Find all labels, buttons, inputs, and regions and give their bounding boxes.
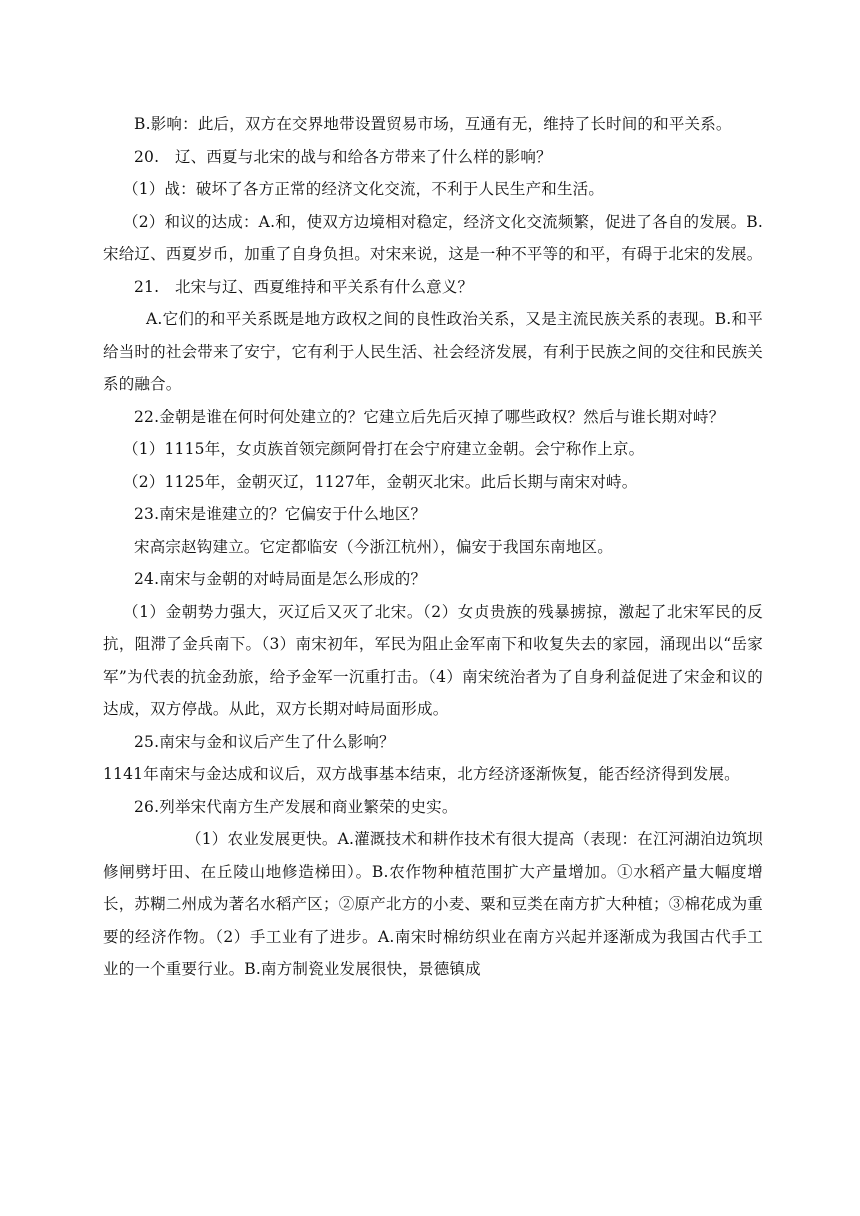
question-21: 21. 北宋与辽、西夏维持和平关系有什么意义？ bbox=[134, 277, 474, 296]
question-22: 22.金朝是谁在何时何处建立的？它建立后先后灭掉了哪些政权？然后与谁长期对峙？ bbox=[134, 407, 725, 426]
answer-23: 宋高宗赵钩建立。它定都临安（今浙江杭州），偏安于我国东南地区。 bbox=[134, 537, 613, 556]
answer-24: （1）金朝势力强大，灭辽后又灭了北宋。（2）女贞贵族的残暴掳掠，激起了北宋军民的反抗，阻滞了金兵南下。（3）南宋初年，军民为阻止金军南下和收复失去的家园，涌现出以“岳家军”为代表的抗金劲旅，给予金军一沉重打击。（4）南宋统治者为了自身利益促进了宋金和议的达成，双方停战。从此，双方长期对峙局面形成。 bbox=[103, 602, 763, 718]
question-25: 25.南宋与金和议后产生了什么影响？ bbox=[134, 732, 395, 751]
answer-26: （1）农业发展更快。A.灌溉技术和耕作技术有很大提高（表现：在江河湖泊边筑坝修闸劈圩田、在丘陵山地修造梯田）。B.农作物种植范围扩大产量增加。①水稻产量大幅度增长，苏糊二州成为著名水稻产区；②原产北方的小麦、粟和豆类在南方扩大种植；③棉花成为重要的经济作物。（2）手工业有了进步。A.南宋时棉纺织业在南方兴起并逐渐成为我国古代手工业的一个重要行业。B.南方制瓷业发展很快，景德镇成 bbox=[103, 830, 763, 978]
question-23: 23.南宋是谁建立的？它偏安于什么地区？ bbox=[134, 505, 427, 523]
answer-21: A.它们的和平关系既是地方政权之间的良性政治关系，又是主流民族关系的表现。B.和平给当时的社会带来了安宁，它有利于人民生活、社会经济发展，有利于民族之间的交往和民族关系的融合。 bbox=[103, 310, 763, 393]
answer-22-1: （1）1115年，女贞族首领完颜阿骨打在会宁府建立金朝。会宁称作上京。 bbox=[123, 440, 645, 458]
answer-20-peace: （2）和议的达成：A.和，使双方边境相对稳定，经济文化交流频繁，促进了各自的发展。B.宋给辽、西夏岁币，加重了自身负担。对宋来说，这是一种不平等的和平，有碍于北宋的发展。 bbox=[103, 212, 763, 263]
answer-22-2: （2）1125年，金朝灭辽，1127年，金朝灭北宋。此后长期与南宋对峙。 bbox=[123, 472, 638, 491]
document-page bbox=[103, 108, 763, 986]
answer-25: 1141年南宋与金达成和议后，双方战事基本结束，北方经济逐渐恢复，能否经济得到发展。 bbox=[103, 765, 740, 783]
question-26: 26.列举宋代南方生产发展和商业繁荣的史实。 bbox=[134, 797, 458, 816]
paragraph-influence: B.影响：此后，双方在交界地带设置贸易市场，互通有无，维持了长时间的和平关系。 bbox=[134, 115, 732, 133]
question-24: 24.南宋与金朝的对峙局面是怎么形成的？ bbox=[134, 570, 427, 588]
question-20: 20. 辽、西夏与北宋的战与和给各方带来了什么样的影响？ bbox=[134, 147, 552, 166]
answer-20-war: （1）战：破坏了各方正常的经济文化交流，不利于人民生产和生活。 bbox=[123, 180, 605, 198]
